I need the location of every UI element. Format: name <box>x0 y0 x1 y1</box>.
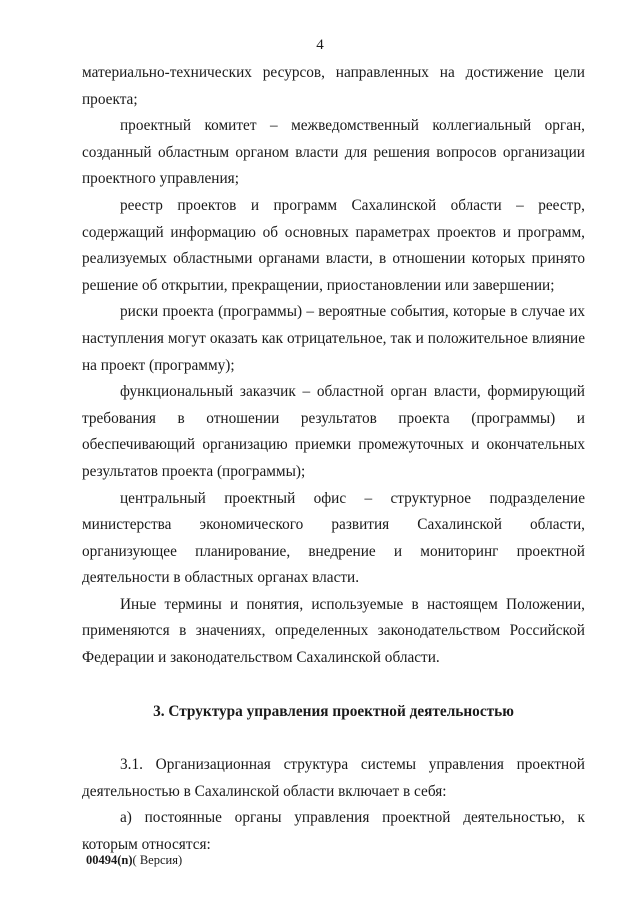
paragraph-functional-customer: функциональный заказчик – областной орган власти, формирующий требования в отношении результатов проекта (программы) и обеспечивающий организацию приемки промежуточных и окончательных результатов проекта (программы); <box>82 383 585 480</box>
paragraph-registry: реестр проектов и программ Сахалинской области – реестр, содержащий информацию об основных параметрах проектов и программ, реализуемых областными органами власти, в отношении которых принято решение об открытии, прекращении, приостановлении или завершении; <box>82 196 585 294</box>
paragraph-3-1-a: а) постоянные органы управления проектной деятельностью, к которым относятся: <box>82 809 585 854</box>
paragraph-3-1: 3.1. Организационная структура системы управления проектной деятельностью в Сахалинской области включает в себя: <box>82 756 585 800</box>
document-code: 00494(n) <box>86 853 133 867</box>
paragraph-central-office: центральный проектный офис – структурное подразделение министерства экономического развития Сахалинской области, организующее планирование, внедрение и мониторинг проектной деятельности в областных органах власти. <box>82 489 585 587</box>
document-version: ( Версия) <box>132 853 183 867</box>
section-heading: 3. Структура управления проектной деятельностью <box>153 702 514 720</box>
paragraph-project-committee: проектный комитет – межведомственный коллегиальный орган, созданный областным органом власти для решения вопросов организации проектного управления; <box>82 117 585 188</box>
footer <box>86 853 182 868</box>
paragraph-project-risks: риски проекта (программы) – вероятные события, которые в случае их наступления могут оказать как отрицательное, так и положительное влияние на проект (программу); <box>82 303 585 374</box>
document-body <box>82 60 585 859</box>
page-number: 4 <box>316 37 324 53</box>
paragraph-other-terms: Иные термины и понятия, используемые в настоящем Положении, применяются в значениях, определенных законодательством Российской Федерации и законодательством Сахалинской области. <box>82 595 585 667</box>
paragraph-continuation: материально-технических ресурсов, направленных на достижение цели проекта; <box>82 64 585 108</box>
